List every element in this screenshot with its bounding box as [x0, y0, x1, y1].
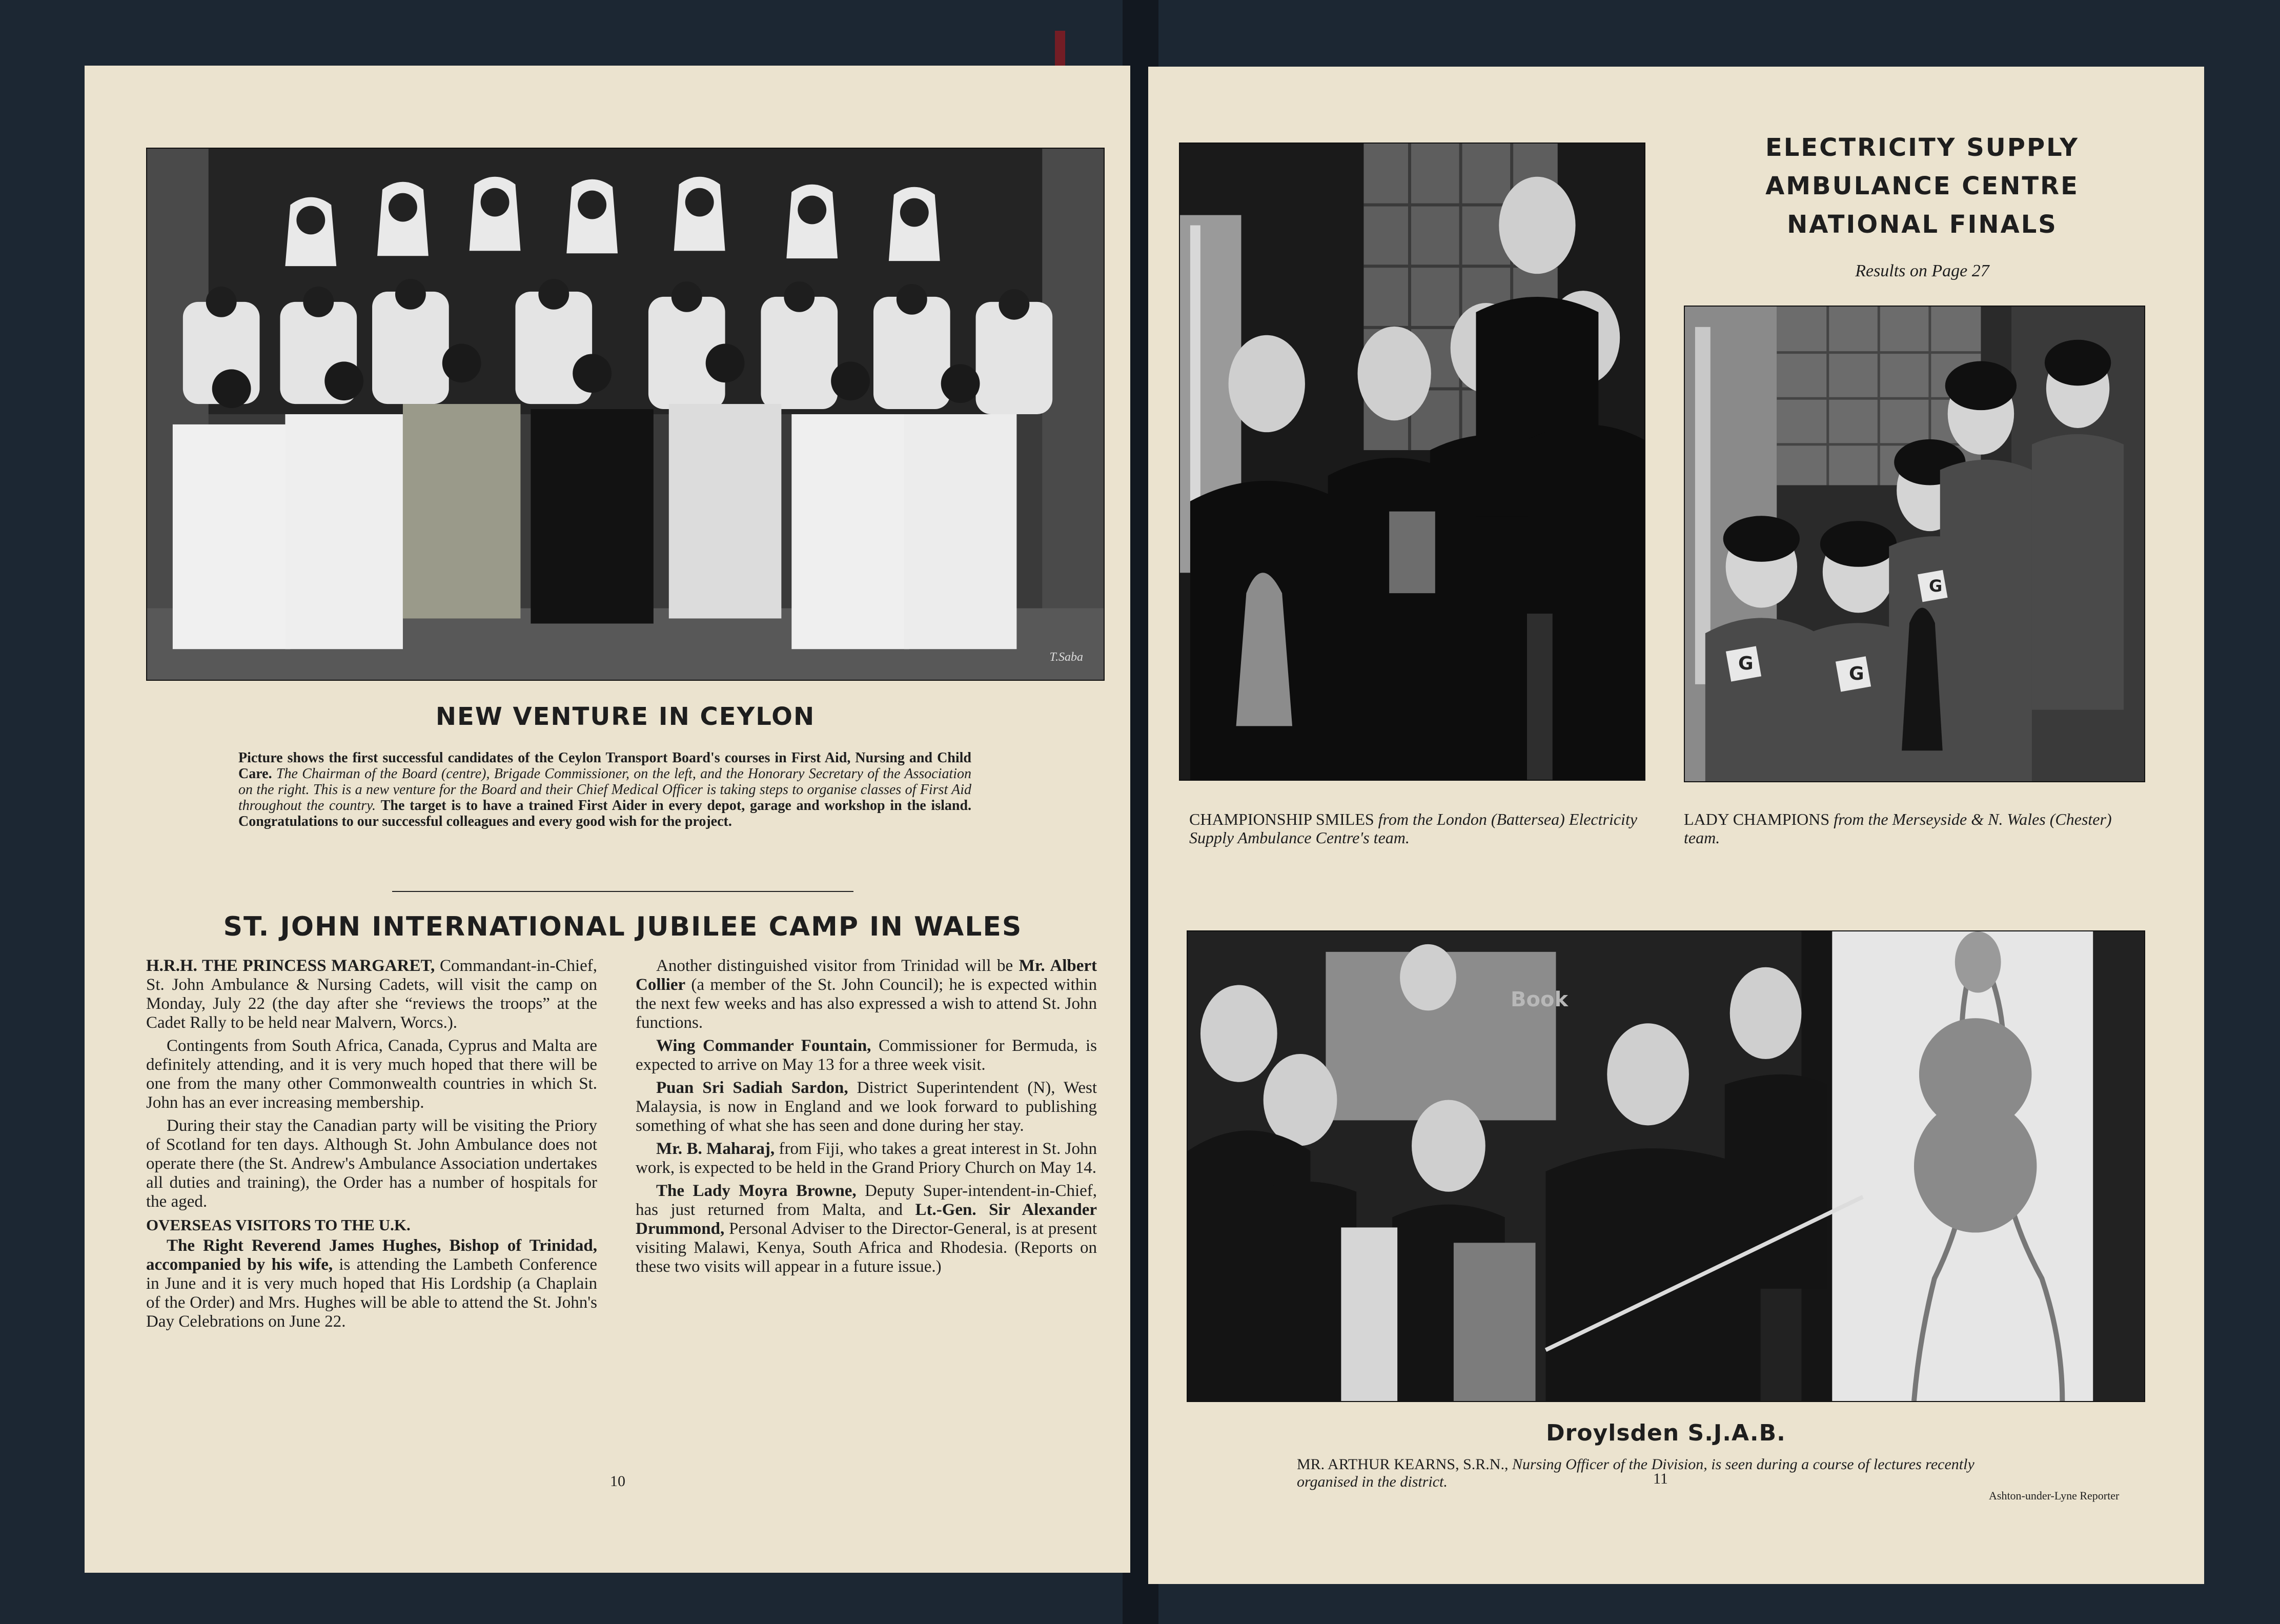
bold-name: Lt.-Gen. Sir Alexander Drummond, [636, 1201, 1097, 1238]
caption-lead: LADY CHAMPIONS [1684, 810, 1830, 828]
caption-lead: MR. ARTHUR KEARNS, S.R.N., [1297, 1456, 1509, 1473]
championship-smiles-caption [1189, 810, 1651, 847]
paragraph [636, 957, 1097, 1032]
lady-champions-photo [1684, 306, 2145, 782]
finals-headline-line-3: NATIONAL FINALS [1787, 210, 2058, 239]
paragraph: During their stay the Canadian party will be visiting the Priory of Scotland for ten days. Although St. John Ambulance does not operate there (the St. Andrew's Ambulance Association undertakes all duties and training), the Order has a number of hospitals for the aged. [146, 1116, 597, 1211]
championship-smiles-photo [1179, 143, 1645, 781]
finals-headline-line-2: AMBULANCE CENTRE [1765, 172, 2079, 200]
bold-lead: Puan Sri Sadiah Sardon, [656, 1079, 848, 1097]
page-number-left: 10 [610, 1473, 625, 1490]
caption-bold-1: Picture shows the first successful candidates of the Ceylon Transport Board's courses in First Aid, Nursing and Child Care. [238, 750, 971, 782]
paragraph [146, 1236, 597, 1331]
paragraph [636, 1140, 1097, 1178]
paragraph [636, 1182, 1097, 1276]
bold-lead: Wing Commander Fountain, [656, 1037, 871, 1055]
article-column-2 [636, 957, 1097, 1281]
page-number-right: 11 [1653, 1470, 1668, 1487]
bold-lead: The Right Reverend James Hughes, Bishop of Trinidad, accompanied by his wife, [146, 1236, 597, 1274]
team-badge-letter: G [1929, 576, 1943, 596]
paragraph [636, 1079, 1097, 1135]
photo-credit: Ashton-under-Lyne Reporter [1989, 1489, 2120, 1502]
caption-rest: from the London (Battersea) Electricity Supply Ambulance Centre's team. [1189, 810, 1638, 847]
jubilee-headline: ST. JOHN INTERNATIONAL JUBILEE CAMP IN WALES [223, 911, 1023, 942]
photographer-signature: T.Saba [1049, 651, 1083, 664]
team-badge-letter: G [1738, 653, 1754, 674]
article-column-1 [146, 957, 597, 1335]
bold-lead: The Lady Moyra Browne, [656, 1182, 857, 1200]
paragraph-text: Personal Adviser to the Director-General, is at present visiting Malawi, Kenya, South Africa and Rhodesia. (Reports on these two visits will appear in a future issue.) [636, 1220, 1097, 1276]
paragraph-text: is attending the Lambeth Conference in June and it is very much hoped that His Lordship (a Chaplain of the Order) and Mrs. Hughes will be able to attend the St. John's Day Celebrations on June 22. [146, 1255, 597, 1331]
results-reference: Results on Page 27 [1855, 261, 1989, 280]
paragraph-text: District Superintendent (N), West Malaysia, is now in England and we look forward to publishing something of what she has seen and done during her stay. [636, 1079, 1097, 1135]
ceylon-caption [238, 750, 971, 829]
paragraph-text: from Fiji, who takes a great interest in St. John work, is expected to be held in the Grand Priory Church on May 14. [636, 1140, 1097, 1177]
right-page [1148, 67, 2204, 1584]
ceylon-group-photo [146, 148, 1105, 681]
paragraph [146, 957, 597, 1032]
paragraph-text: Deputy Super-intendent-in-Chief, has just returned from Malta, and [636, 1182, 1097, 1219]
paragraph [636, 1037, 1097, 1074]
caption-rest: from the Merseyside & N. Wales (Chester) team. [1684, 810, 2112, 847]
bold-lead: H.R.H. THE PRINCESS MARGARET, [146, 957, 435, 975]
paragraph: Contingents from South Africa, Canada, Cyprus and Malta are definitely attending, and it is very much hoped that there will be one from the many other Commonwealth countries in which St. John has an ever increasing membership. [146, 1037, 597, 1112]
caption-italic: The Chairman of the Board (centre), Brigade Commissioner, on the left, and the Honorary Secretary of the Association on the right. This is a new venture for the Board and their Chief Medical Officer is taking steps to organise classes of First Aid throughout the country. [238, 766, 972, 814]
left-page [85, 66, 1130, 1573]
subheading: OVERSEAS VISITORS TO THE U.K. [146, 1216, 411, 1234]
paragraph-text: (a member of the St. John Council); he is expected within the next few weeks and has also expressed a wish to attend St. John functions. [636, 976, 1097, 1032]
bold-lead: Mr. B. Maharaj, [656, 1140, 775, 1158]
finals-headline-line-1: ELECTRICITY SUPPLY [1765, 133, 2080, 162]
droylsden-headline: Droylsden S.J.A.B. [1546, 1420, 1786, 1446]
poster-text: Book [1511, 988, 1569, 1011]
paragraph-text: Another distinguished visitor from Trinidad will be [656, 957, 1013, 975]
ceylon-headline: NEW VENTURE IN CEYLON [435, 702, 816, 731]
team-badge-letter: G [1849, 663, 1864, 684]
droylsden-lecture-photo [1187, 930, 2145, 1402]
paragraph-text: Commandant-in-Chief, St. John Ambulance & Nursing Cadets, will visit the camp on Monday, July 22 (the day after she “reviews the troops” at the Cadet Rally to be held near Malvern, Worcs.). [146, 957, 598, 1032]
lady-champions-caption [1684, 810, 2145, 847]
caption-rest: Nursing Officer of the Division, is seen during a course of lectures recently organised in the district. [1297, 1456, 1974, 1490]
bold-name: Mr. Albert Collier [636, 957, 1097, 994]
divider-rule [392, 891, 853, 892]
caption-bold-2: The target is to have a trained First Aider in every depot, garage and workshop in the island. Congratulations to our successful colleagues and every good wish for the project. [238, 798, 972, 829]
paragraph-text: Commissioner for Bermuda, is expected to arrive on May 13 for a three week visit. [636, 1037, 1097, 1074]
caption-lead: CHAMPIONSHIP SMILES [1189, 810, 1374, 828]
